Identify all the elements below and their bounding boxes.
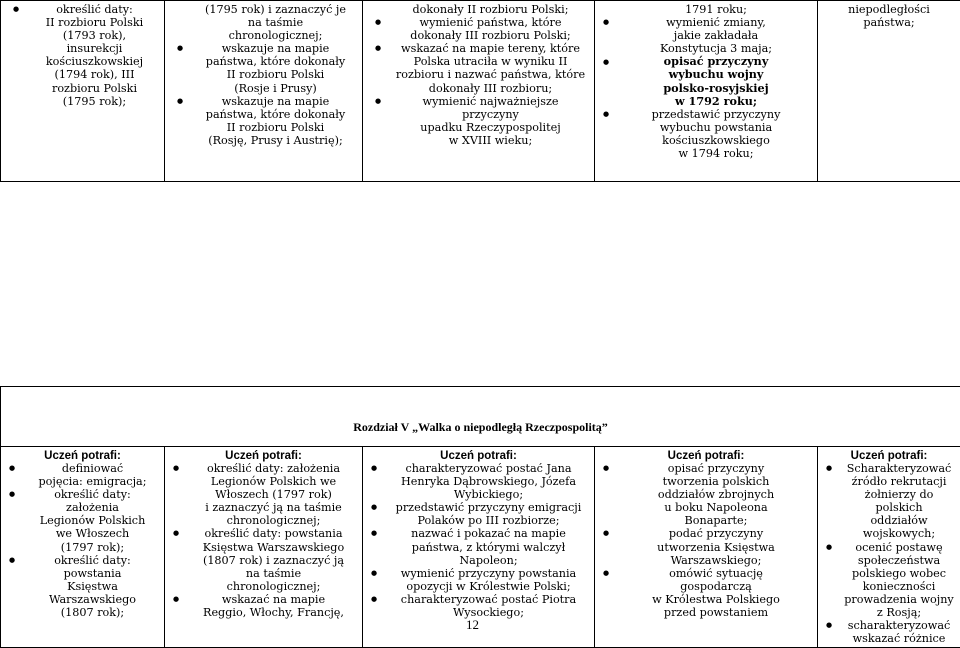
bullet-item-continuation: we Włoszech: [27, 527, 164, 540]
bullet-item-continuation: żołnierzy do polskich: [844, 488, 960, 514]
bullet-item-continuation: niepodległości: [824, 3, 960, 16]
bullet-item-continuation: społeczeństwa: [844, 554, 960, 567]
bullet-item-continuation: chronologicznej;: [191, 580, 362, 593]
top-cell-4: [595, 1, 818, 182]
bottom-column-list: [818, 462, 960, 645]
bullet-item: ● określić daty:: [31, 3, 164, 16]
bullet-item-continuation: (1795 rok) i zaznaczyć je: [195, 3, 362, 16]
bullet-item-continuation: polsko-rosyjskiej: [621, 82, 817, 95]
column-heading: Uczeń potrafi:: [595, 450, 817, 462]
bullet-item: ● wymienić najważniejsze przyczyny: [393, 95, 594, 121]
bullet-item: ● scharakteryzować: [844, 619, 960, 632]
bullet-item-continuation: na taśmie: [195, 16, 362, 29]
bullet-item-continuation: chronologicznej;: [191, 514, 362, 527]
bullet-item-continuation: (1807 rok) i zaznaczyć ją: [191, 554, 362, 567]
bullet-item-continuation: polskiego wobec: [844, 567, 960, 580]
column-heading: Uczeń potrafi:: [1, 450, 164, 462]
bullet-item-continuation: Henryka Dąbrowskiego, Józefa: [389, 475, 594, 488]
bullet-item-continuation: insurekcji: [31, 42, 164, 55]
column-heading: Uczeń potrafi:: [818, 450, 960, 462]
bullet-item-continuation: prowadzenia wojny: [844, 593, 960, 606]
bullet-item-continuation: tworzenia polskich: [621, 475, 817, 488]
page-number: 12: [466, 617, 479, 633]
bullet-item: ● podać przyczyny: [621, 527, 817, 540]
bullet-item-continuation: (1793 rok),: [31, 29, 164, 42]
bullet-item-continuation: Wybickiego;: [389, 488, 594, 501]
bullet-item-continuation: państwa, z którymi walczył: [389, 541, 594, 554]
bullet-item-continuation: II rozbioru Polski: [195, 121, 362, 134]
top-cell-2: [165, 1, 363, 182]
top-column-list: [363, 3, 594, 147]
bullet-item-continuation: założenia: [27, 501, 164, 514]
bullet-item: ● nazwać i pokazać na mapie: [389, 527, 594, 540]
bullet-item: ● omówić sytuację: [621, 567, 817, 580]
bullet-item-continuation: w XVIII wieku;: [393, 134, 594, 147]
bullet-item: ● wskazuje na mapie: [195, 95, 362, 108]
bullet-item-continuation: (Rosje i Prusy): [195, 82, 362, 95]
bullet-item: ● wskazać na mapie tereny, które: [393, 42, 594, 55]
bullet-item: ● Scharakteryzować: [844, 462, 960, 475]
bullet-item: ● charakteryzować postać Jana: [389, 462, 594, 475]
column-heading: Uczeń potrafi:: [165, 450, 362, 462]
bullet-item: ● wymienić przyczyny powstania: [389, 567, 594, 580]
bullet-item-continuation: przed powstaniem: [621, 606, 817, 619]
bullet-item-continuation: w Królestwa Polskiego: [621, 593, 817, 606]
bullet-item-continuation: Napoleon;: [389, 554, 594, 567]
bullet-item-continuation: Konstytucja 3 maja;: [621, 42, 817, 55]
bottom-column-list: [1, 462, 164, 619]
bottom-column-list: [165, 462, 362, 619]
bullet-item-continuation: (1807 rok);: [27, 606, 164, 619]
bullet-item-continuation: pojęcia: emigracja;: [27, 475, 164, 488]
bullet-item-continuation: Warszawskiego: [27, 593, 164, 606]
bottom-cell-4: [595, 447, 818, 648]
bullet-item-continuation: kościuszkowskiego: [621, 134, 817, 147]
bullet-item-continuation: (Rosję, Prusy i Austrię);: [195, 134, 362, 147]
bullet-item-continuation: z Rosją;: [844, 606, 960, 619]
bullet-item-continuation: Warszawskiego;: [621, 554, 817, 567]
column-heading: Uczeń potrafi:: [363, 450, 594, 462]
bottom-cell-5: [818, 447, 960, 648]
top-cell-5: [818, 1, 960, 182]
bullet-item: ● wskazuje na mapie: [195, 42, 362, 55]
bullet-item-continuation: państwa;: [824, 16, 960, 29]
bullet-item: ● określić daty:: [27, 554, 164, 567]
bottom-curriculum-table: [0, 386, 960, 648]
bottom-cell-1: [1, 447, 165, 648]
bullet-item-continuation: Włoszech (1797 rok): [191, 488, 362, 501]
bullet-item-continuation: kościuszkowskiej: [31, 55, 164, 68]
bullet-item: ● wskazać na mapie: [191, 593, 362, 606]
bullet-item-continuation: i zaznaczyć ją na taśmie: [191, 501, 362, 514]
bullet-item-continuation: oddziałów wojskowych;: [844, 514, 960, 540]
bullet-item: ● wymienić zmiany,: [621, 16, 817, 29]
bullet-item: ● określić daty: założenia: [191, 462, 362, 475]
bullet-item: ● wymienić państwa, które: [393, 16, 594, 29]
bullet-item-continuation: Księstwa: [27, 580, 164, 593]
top-column-list: [818, 3, 960, 29]
bullet-item-continuation: wskazać różnice: [844, 632, 960, 645]
bullet-item: ● przedstawić przyczyny emigracji: [389, 501, 594, 514]
bullet-item-continuation: jakie zakładała: [621, 29, 817, 42]
bullet-item-continuation: (1794 rok), III: [31, 68, 164, 81]
bullet-item: ● opisać przyczyny: [621, 55, 817, 68]
bullet-item-continuation: rozbioru i nazwać państwa, które: [393, 68, 594, 81]
bullet-item-continuation: (1795 rok);: [31, 95, 164, 108]
bullet-item-continuation: źródło rekrutacji: [844, 475, 960, 488]
bullet-item-continuation: Wysockiego;: [389, 606, 594, 619]
bullet-item-continuation: II rozbioru Polski: [31, 16, 164, 29]
bullet-item: ● ocenić postawę: [844, 541, 960, 554]
top-column-list: [595, 3, 817, 160]
bullet-item-continuation: wybuchu wojny: [621, 68, 817, 81]
bullet-item-continuation: (1797 rok);: [27, 541, 164, 554]
bullet-item: ● definiować: [27, 462, 164, 475]
bullet-item-continuation: w 1794 roku;: [621, 147, 817, 160]
section-title: Rozdział V „Walka o niepodległą Rzeczpospolitą”: [1, 387, 960, 447]
bullet-item-continuation: dokonały III rozbioru Polski;: [393, 29, 594, 42]
bullet-item-continuation: oddziałów zbrojnych: [621, 488, 817, 501]
bottom-cell-2: [165, 447, 363, 648]
bullet-item-continuation: Legionów Polskich we: [191, 475, 362, 488]
bullet-item-continuation: u boku Napoleona: [621, 501, 817, 514]
top-column-list: [165, 3, 362, 147]
bullet-item-continuation: 1791 roku;: [621, 3, 817, 16]
bullet-item-continuation: Legionów Polskich: [27, 514, 164, 527]
bottom-column-list: [595, 462, 817, 619]
top-column-list: [1, 3, 164, 108]
bullet-item-continuation: utworzenia Księstwa: [621, 541, 817, 554]
bullet-item-continuation: chronologicznej;: [195, 29, 362, 42]
bullet-item: ● przedstawić przyczyny: [621, 108, 817, 121]
bullet-item-continuation: Polaków po III rozbiorze;: [389, 514, 594, 527]
top-cell-3: [363, 1, 595, 182]
bullet-item-continuation: na taśmie: [191, 567, 362, 580]
bullet-item-continuation: państwa, które dokonały: [195, 55, 362, 68]
bullet-item-continuation: II rozbioru Polski: [195, 68, 362, 81]
bullet-item-continuation: Księstwa Warszawskiego: [191, 541, 362, 554]
bullet-item: ● określić daty: powstania: [191, 527, 362, 540]
bullet-item-continuation: dokonały II rozbioru Polski;: [393, 3, 594, 16]
bullet-item-continuation: rozbioru Polski: [31, 82, 164, 95]
bullet-item-continuation: powstania: [27, 567, 164, 580]
bullet-item: ● charakteryzować postać Piotra: [389, 593, 594, 606]
bullet-item-continuation: Reggio, Włochy, Francję,: [191, 606, 362, 619]
bullet-item-continuation: konieczności: [844, 580, 960, 593]
bullet-item-continuation: państwa, które dokonały: [195, 108, 362, 121]
bullet-item-continuation: upadku Rzeczypospolitej: [393, 121, 594, 134]
bottom-column-list: [363, 462, 594, 619]
bullet-item-continuation: dokonały III rozbioru;: [393, 82, 594, 95]
top-curriculum-table: [0, 0, 960, 182]
top-cell-1: [1, 1, 165, 182]
bullet-item: ● określić daty:: [27, 488, 164, 501]
bullet-item: ● opisać przyczyny: [621, 462, 817, 475]
bullet-item-continuation: Polska utraciła w wyniku II: [393, 55, 594, 68]
bullet-item-continuation: wybuchu powstania: [621, 121, 817, 134]
bullet-item-continuation: Bonaparte;: [621, 514, 817, 527]
bullet-item-continuation: gospodarczą: [621, 580, 817, 593]
bullet-item-continuation: opozycji w Królestwie Polski;: [389, 580, 594, 593]
bullet-item-continuation: w 1792 roku;: [621, 95, 817, 108]
